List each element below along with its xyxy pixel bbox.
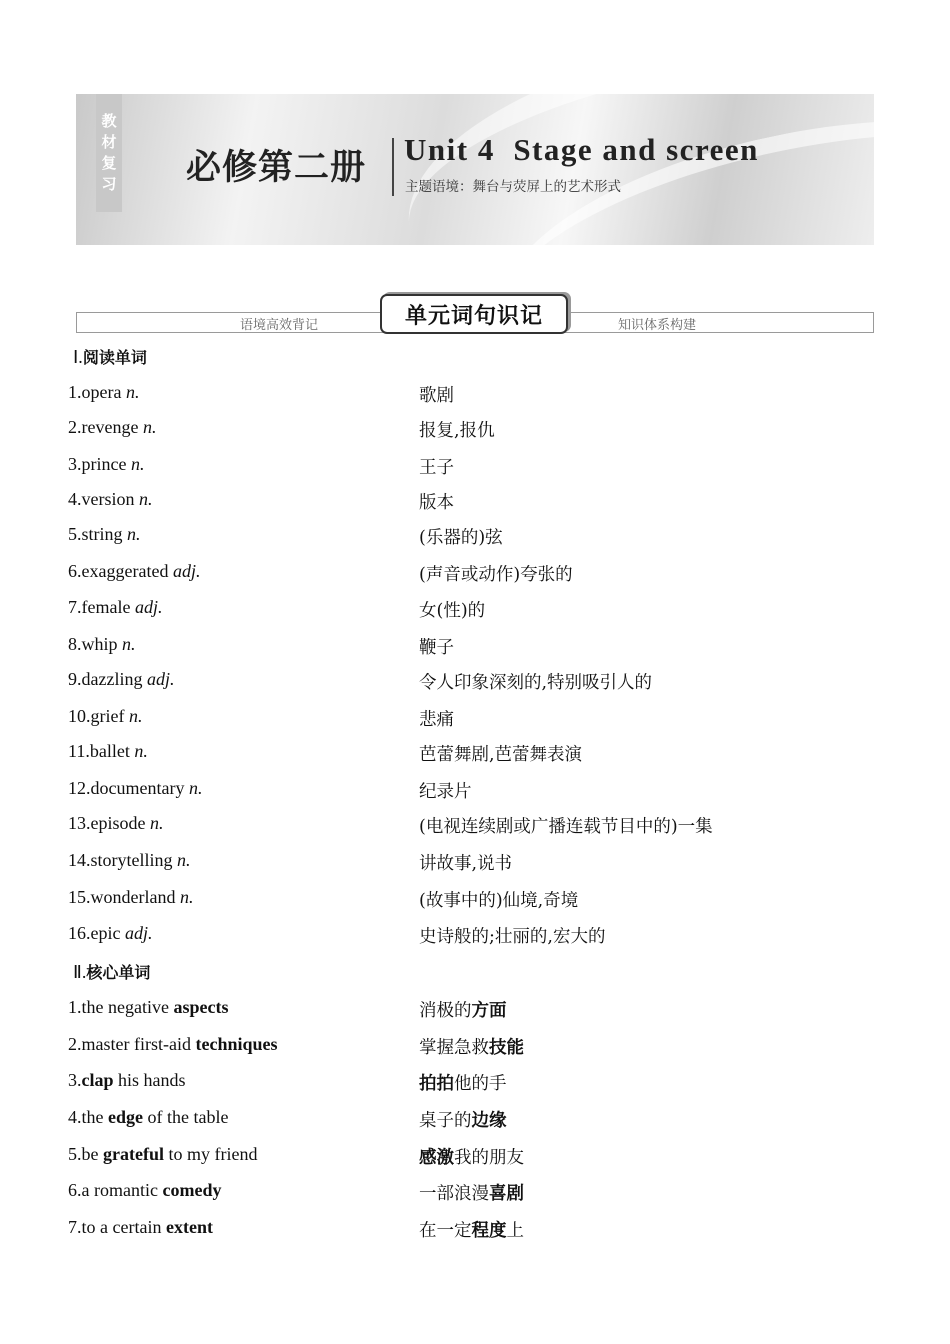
side-tab-char: 复 — [101, 154, 117, 172]
part2-heading-number: Ⅱ. — [73, 962, 87, 982]
list-item — [0, 561, 950, 589]
phrase-entry — [68, 1180, 221, 1201]
part-of-speech: n. — [125, 382, 140, 402]
phrase-entry — [68, 1107, 228, 1128]
phrase-keyword: techniques — [195, 1034, 278, 1054]
book-title: 必修第二册 — [186, 148, 367, 188]
list-item — [0, 1107, 950, 1135]
word-meaning: (声音或动作)夸张的 — [419, 565, 573, 585]
word-entry — [68, 454, 144, 475]
part-of-speech: n. — [134, 741, 148, 761]
list-item — [0, 1217, 950, 1245]
word-entry — [68, 813, 163, 834]
phrase-entry — [68, 1034, 277, 1055]
title-divider — [392, 138, 394, 196]
phrase-prefix: 1.the negative — [68, 997, 174, 1017]
word-text: 10.grief — [68, 706, 129, 726]
section-right-label: 知识体系构建 — [618, 318, 697, 333]
word-text: 12.documentary — [68, 778, 189, 798]
phrase-keyword: comedy — [162, 1180, 222, 1200]
phrase-meaning — [419, 997, 507, 1022]
list-item — [0, 1144, 950, 1172]
meaning-keyword: 拍拍 — [419, 1074, 454, 1094]
word-entry — [68, 741, 148, 762]
list-item — [0, 382, 950, 410]
word-meaning: 报复,报仇 — [419, 421, 495, 441]
phrase-prefix: 4.the — [68, 1107, 108, 1127]
list-item — [0, 778, 950, 806]
word-entry — [68, 669, 175, 690]
word-entry — [68, 524, 141, 545]
unit-subtitle: 主题语境：舞台与荧屏上的艺术形式 — [405, 179, 621, 195]
list-item — [0, 741, 950, 769]
list-item — [0, 669, 950, 697]
phrase-prefix: 2.master first-aid — [68, 1034, 196, 1054]
word-text: 9.dazzling — [68, 669, 147, 689]
meaning-prefix: 掌握急救 — [419, 1038, 489, 1058]
phrase-entry — [68, 1144, 257, 1165]
meaning-prefix: 在一定 — [419, 1221, 472, 1241]
meaning-suffix: 我的朋友 — [454, 1148, 524, 1168]
phrase-meaning — [419, 1070, 507, 1095]
part2-heading — [73, 960, 150, 983]
word-meaning: 芭蕾舞剧,芭蕾舞表演 — [419, 745, 583, 765]
part2-heading-text: 核心单词 — [86, 963, 151, 982]
word-meaning: 歌剧 — [419, 386, 454, 406]
list-item — [0, 1180, 950, 1208]
part-of-speech: n. — [130, 454, 145, 474]
phrase-keyword: edge — [108, 1107, 143, 1127]
word-text: 1.opera — [68, 382, 126, 402]
part-of-speech: n. — [128, 706, 143, 726]
side-tab-char: 习 — [101, 175, 117, 193]
part-of-speech: n. — [142, 417, 157, 437]
phrase-meaning — [419, 1144, 524, 1169]
word-text: 6.exaggerated — [68, 561, 173, 581]
part-of-speech: adj. — [124, 923, 153, 943]
word-meaning: (乐器的)弦 — [419, 528, 503, 548]
list-item — [0, 1070, 950, 1098]
list-item — [0, 997, 950, 1025]
meaning-prefix: 消极的 — [419, 1001, 472, 1021]
phrase-prefix: 5.be — [68, 1144, 103, 1164]
unit-title: Unit 4 Stage and screen — [404, 132, 759, 167]
list-item — [0, 923, 950, 951]
word-text: 11.ballet — [68, 741, 135, 761]
part-of-speech: adj. — [146, 669, 175, 689]
word-text: 16.epic — [68, 923, 125, 943]
part-of-speech: n. — [177, 850, 191, 870]
part-of-speech: n. — [179, 887, 194, 907]
side-tab — [96, 94, 122, 212]
list-item — [0, 887, 950, 915]
phrase-meaning — [419, 1217, 524, 1242]
meaning-prefix: 桌子的 — [419, 1111, 472, 1131]
word-text: 2.revenge — [68, 417, 143, 437]
phrase-suffix: his hands — [113, 1070, 186, 1090]
phrase-prefix: 7.to a certain — [68, 1217, 166, 1237]
word-text: 5.string — [68, 524, 128, 544]
word-entry — [68, 489, 153, 510]
word-entry — [68, 634, 136, 655]
phrase-meaning — [419, 1107, 507, 1132]
phrase-prefix: 6.a romantic — [68, 1180, 163, 1200]
part-of-speech: n. — [127, 524, 141, 544]
word-text: 3.prince — [68, 454, 131, 474]
phrase-meaning — [419, 1180, 524, 1205]
side-tab-char: 教 — [101, 112, 117, 130]
word-meaning: (故事中的)仙境,奇境 — [419, 891, 579, 911]
meaning-keyword: 感激 — [419, 1148, 454, 1168]
word-meaning: 讲故事,说书 — [419, 854, 513, 874]
phrase-prefix: 3. — [68, 1070, 82, 1090]
phrase-keyword: grateful — [103, 1144, 164, 1164]
phrase-keyword: extent — [165, 1217, 213, 1237]
phrase-suffix: to my friend — [163, 1144, 258, 1164]
meaning-keyword: 边缘 — [471, 1111, 507, 1131]
meaning-prefix: 一部浪漫 — [419, 1184, 489, 1204]
word-text: 8.whip — [68, 634, 122, 654]
word-text: 13.episode — [68, 813, 150, 833]
phrase-keyword: aspects — [173, 997, 229, 1017]
meaning-suffix: 上 — [506, 1221, 524, 1241]
list-item — [0, 417, 950, 445]
word-entry — [68, 561, 200, 582]
word-entry — [68, 417, 156, 438]
list-item — [0, 634, 950, 662]
section-title: 单元词句识记 — [380, 294, 568, 334]
word-entry — [68, 706, 142, 727]
phrase-entry — [68, 997, 228, 1018]
part-of-speech: n. — [122, 634, 136, 654]
phrase-entry — [68, 1217, 213, 1238]
list-item — [0, 454, 950, 482]
part-of-speech: n. — [149, 813, 164, 833]
word-text: 4.version — [68, 489, 139, 509]
word-meaning: 王子 — [419, 458, 454, 478]
unit-banner — [76, 94, 874, 245]
meaning-keyword: 喜剧 — [489, 1184, 524, 1204]
side-tab-char: 材 — [101, 133, 117, 151]
word-meaning: 令人印象深刻的,特别吸引人的 — [419, 673, 653, 693]
phrase-keyword: clap — [81, 1070, 114, 1090]
list-item — [0, 597, 950, 625]
word-meaning: 版本 — [419, 493, 454, 513]
part-of-speech: n. — [139, 489, 153, 509]
section-left-label: 语境高效背记 — [240, 318, 319, 333]
word-text: 7.female — [68, 597, 135, 617]
word-meaning: 史诗般的;壮丽的,宏大的 — [419, 927, 606, 947]
meaning-keyword: 程度 — [471, 1221, 507, 1241]
part1-heading-number: Ⅰ. — [73, 347, 83, 367]
list-item — [0, 850, 950, 878]
word-entry — [68, 887, 193, 908]
word-meaning: 纪录片 — [419, 782, 472, 802]
word-meaning: 悲痛 — [419, 710, 454, 730]
list-item — [0, 813, 950, 841]
word-entry — [68, 597, 162, 618]
word-entry — [68, 923, 153, 944]
word-text: 14.storytelling — [68, 850, 177, 870]
word-entry — [68, 850, 191, 871]
part-of-speech: n. — [188, 778, 203, 798]
part1-heading-text: 阅读单词 — [82, 348, 147, 367]
part-of-speech: adj. — [134, 597, 163, 617]
part1-heading — [73, 345, 147, 368]
phrase-suffix: of the table — [143, 1107, 229, 1127]
list-item — [0, 524, 950, 552]
part-of-speech: adj. — [172, 561, 201, 581]
list-item — [0, 706, 950, 734]
word-entry — [68, 778, 202, 799]
word-entry — [68, 382, 139, 403]
meaning-keyword: 方面 — [471, 1001, 507, 1021]
word-text: 15.wonderland — [68, 887, 180, 907]
word-meaning: (电视连续剧或广播连载节目中的)一集 — [419, 817, 713, 837]
meaning-keyword: 技能 — [489, 1038, 524, 1058]
word-meaning: 女(性)的 — [419, 601, 486, 621]
phrase-meaning — [419, 1034, 524, 1059]
list-item — [0, 1034, 950, 1062]
list-item — [0, 489, 950, 517]
phrase-entry — [68, 1070, 186, 1091]
meaning-suffix: 他的手 — [454, 1074, 507, 1094]
word-meaning: 鞭子 — [419, 638, 454, 658]
